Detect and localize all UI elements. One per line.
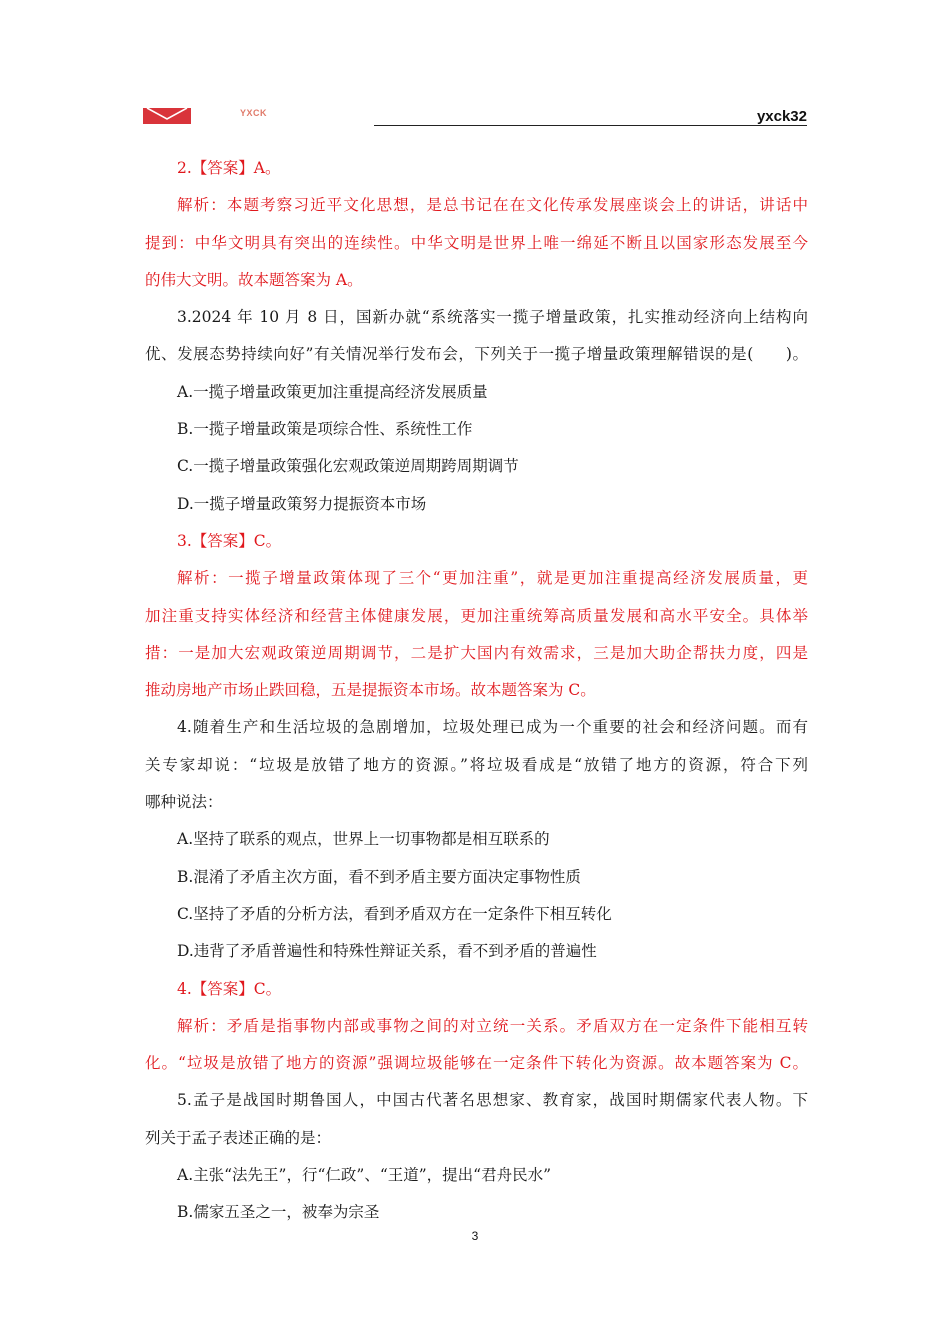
page-number: 3 [471,1229,479,1243]
question-4-option-a: A.坚持了联系的观点，世界上一切事物都是相互联系的 [177,830,550,849]
question-3-option-d: D.一揽子增量政策努力提振资本市场 [177,494,427,513]
explanation-4-line-2: 化。“垃圾是放错了地方的资源”强调垃圾能够在一定条件下转化为资源。故本题答案为 C。 [145,1054,808,1073]
explanation-4-line-1: 解析：矛盾是指事物内部或事物之间的对立统一关系。矛盾双方在一定条件下能相互转 [177,1016,808,1035]
question-3-option-c: C.一揽子增量政策强化宏观政策逆周期跨周期调节 [177,457,519,476]
explanation-3-line-3: 措：一是加大宏观政策逆周期调节，二是扩大国内有效需求，三是加大助企帮扶力度，四是 [145,643,808,662]
question-3-option-a: A.一揽子增量政策更加注重提高经济发展质量 [177,382,488,401]
explanation-2-line-3: 的伟大文明。故本题答案为 A。 [145,270,363,289]
question-4-option-c: C.坚持了矛盾的分析方法，看到矛盾双方在一定条件下相互转化 [177,904,612,923]
explanation-3-line-2: 加注重支持实体经济和经营主体健康发展，更加注重统筹高质量发展和高水平安全。具体举 [145,606,808,625]
question-4-line-3: 哪种说法： [145,793,223,812]
answer-2: 2.【答案】A。 [177,159,281,177]
header-code: yxck32 [756,108,807,125]
question-4-option-b: B.混淆了矛盾主次方面，看不到矛盾主要方面决定事物性质 [177,867,581,886]
document-body [145,150,808,1232]
question-5-line-1: 5.孟子是战国时期鲁国人，中国古代著名思想家、教育家，战国时期儒家代表人物。下 [177,1091,808,1110]
question-5-option-a: A.主张“法先王”，行“仁政”、“王道”，提出“君舟民水” [177,1166,552,1185]
logo-text: YXCK [240,108,268,118]
explanation-2-line-2: 提到：中华文明具有突出的连续性。中华文明是世界上唯一绵延不断且以国家形态发展至今 [145,233,808,252]
question-3-option-b: B.一揽子增量政策是项综合性、系统性工作 [177,420,473,439]
header-rule [374,125,807,126]
page-header [0,0,950,140]
logo-envelope-icon [143,108,191,124]
question-3-line-2: 优、发展态势持续向好”有关情况举行发布会，下列关于一揽子增量政策理解错误的是( )。 [145,345,808,364]
answer-3: 3.【答案】C。 [177,531,282,550]
question-3-line-1: 3.2024 年 10 月 8 日，国新办就“系统落实一揽子增量政策，扎实推动经济向上结构向 [177,308,808,327]
question-4-option-d: D.违背了矛盾普遍性和特殊性辩证关系，看不到矛盾的普遍性 [177,942,597,961]
question-5-line-2: 列关于孟子表述正确的是： [145,1128,332,1147]
answer-4: 4.【答案】C。 [177,979,282,998]
question-5-option-b: B.儒家五圣之一，被奉为宗圣 [177,1203,380,1222]
question-4-line-2: 关专家却说：“垃圾是放错了地方的资源。”将垃圾看成是“放错了地方的资源，符合下列 [145,755,808,774]
question-4-line-1: 4.随着生产和生活垃圾的急剧增加，垃圾处理已成为一个重要的社会和经济问题。而有 [177,718,808,737]
explanation-3-line-4: 推动房地产市场止跌回稳，五是提振资本市场。故本题答案为 C。 [145,681,596,700]
explanation-2-line-1: 解析：本题考察习近平文化思想，是总书记在在文化传承发展座谈会上的讲话，讲话中 [177,196,808,215]
explanation-3-line-1: 解析：一揽子增量政策体现了三个“更加注重”，就是更加注重提高经济发展质量，更 [177,569,808,588]
